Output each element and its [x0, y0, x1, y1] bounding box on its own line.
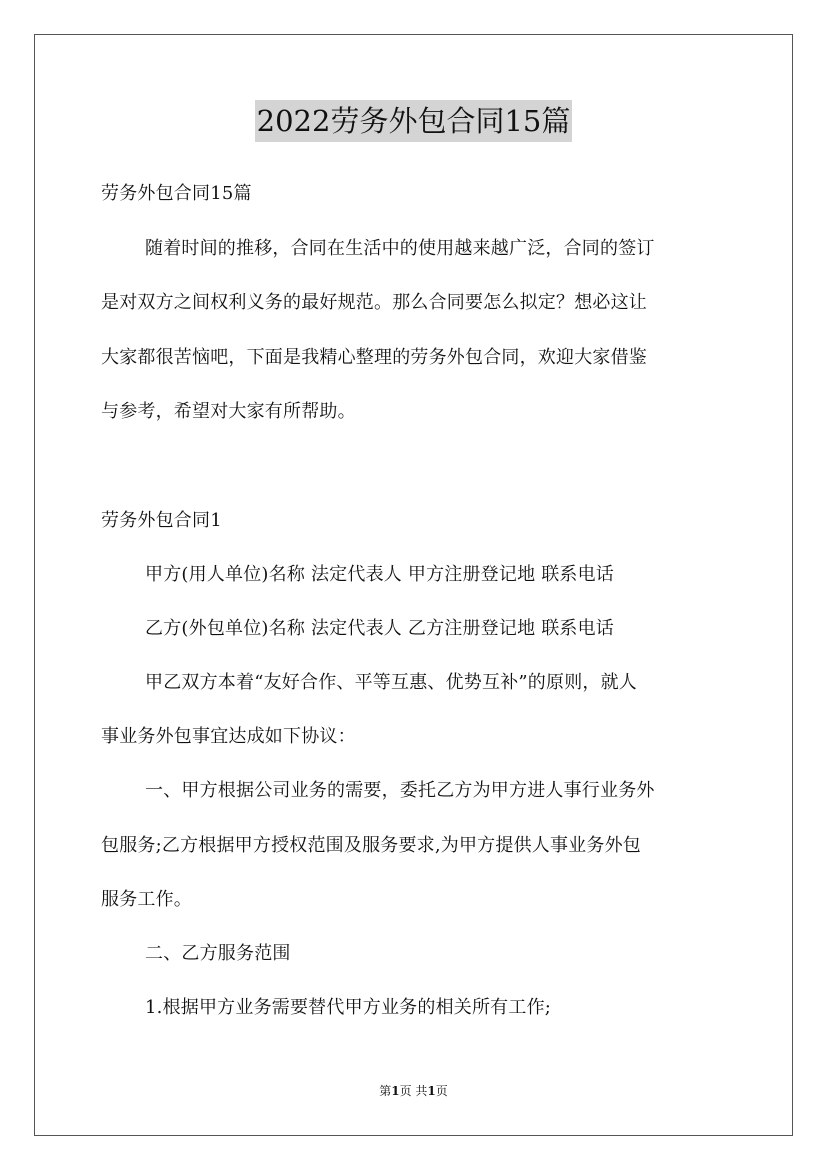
footer-page-prefix: 第	[379, 1084, 392, 1098]
clause-1-line: 一、甲方根据公司业务的需要，委托乙方为甲方进人事行业务外	[145, 780, 655, 801]
party-a-line: 甲方(用人单位)名称 法定代表人 甲方注册登记地 联系电话	[145, 564, 615, 585]
title-container	[0, 100, 827, 142]
clause-1-line: 包服务;乙方根据甲方授权范围及服务要求,为甲方提供人事业务外包	[101, 835, 641, 856]
footer-page-number: 1	[391, 1084, 400, 1098]
party-b-line: 乙方(外包单位)名称 法定代表人 乙方注册登记地 联系电话	[145, 618, 615, 639]
intro-line: 是对双方之间权利义务的最好规范。那么合同要怎么拟定？想必这让	[101, 292, 647, 313]
clause-1-line: 服务工作。	[101, 889, 192, 910]
footer-page-total: 1	[427, 1084, 436, 1098]
page-footer	[0, 1083, 827, 1099]
clause-2-item-1: 1.根据甲方业务需要替代甲方业务的相关所有工作;	[145, 997, 552, 1018]
section-heading: 劳务外包合同1	[101, 510, 222, 531]
principle-line: 甲乙双方本着“友好合作、平等互惠、优势互补”的原则，就人	[145, 672, 638, 693]
footer-page-mid: 页 共	[399, 1084, 428, 1098]
intro-line: 随着时间的推移，合同在生活中的使用越来越广泛，合同的签订	[145, 238, 655, 259]
footer-page-suffix: 页	[435, 1084, 448, 1098]
intro-line: 与参考，希望对大家有所帮助。	[101, 401, 356, 422]
principle-line: 事业务外包事宜达成如下协议：	[101, 726, 356, 747]
document-subtitle: 劳务外包合同15篇	[101, 183, 252, 204]
document-title: 2022劳务外包合同15篇	[255, 100, 573, 142]
clause-2-heading: 二、乙方服务范围	[145, 943, 291, 964]
intro-line: 大家都很苦恼吧，下面是我精心整理的劳务外包合同，欢迎大家借鉴	[101, 347, 647, 368]
